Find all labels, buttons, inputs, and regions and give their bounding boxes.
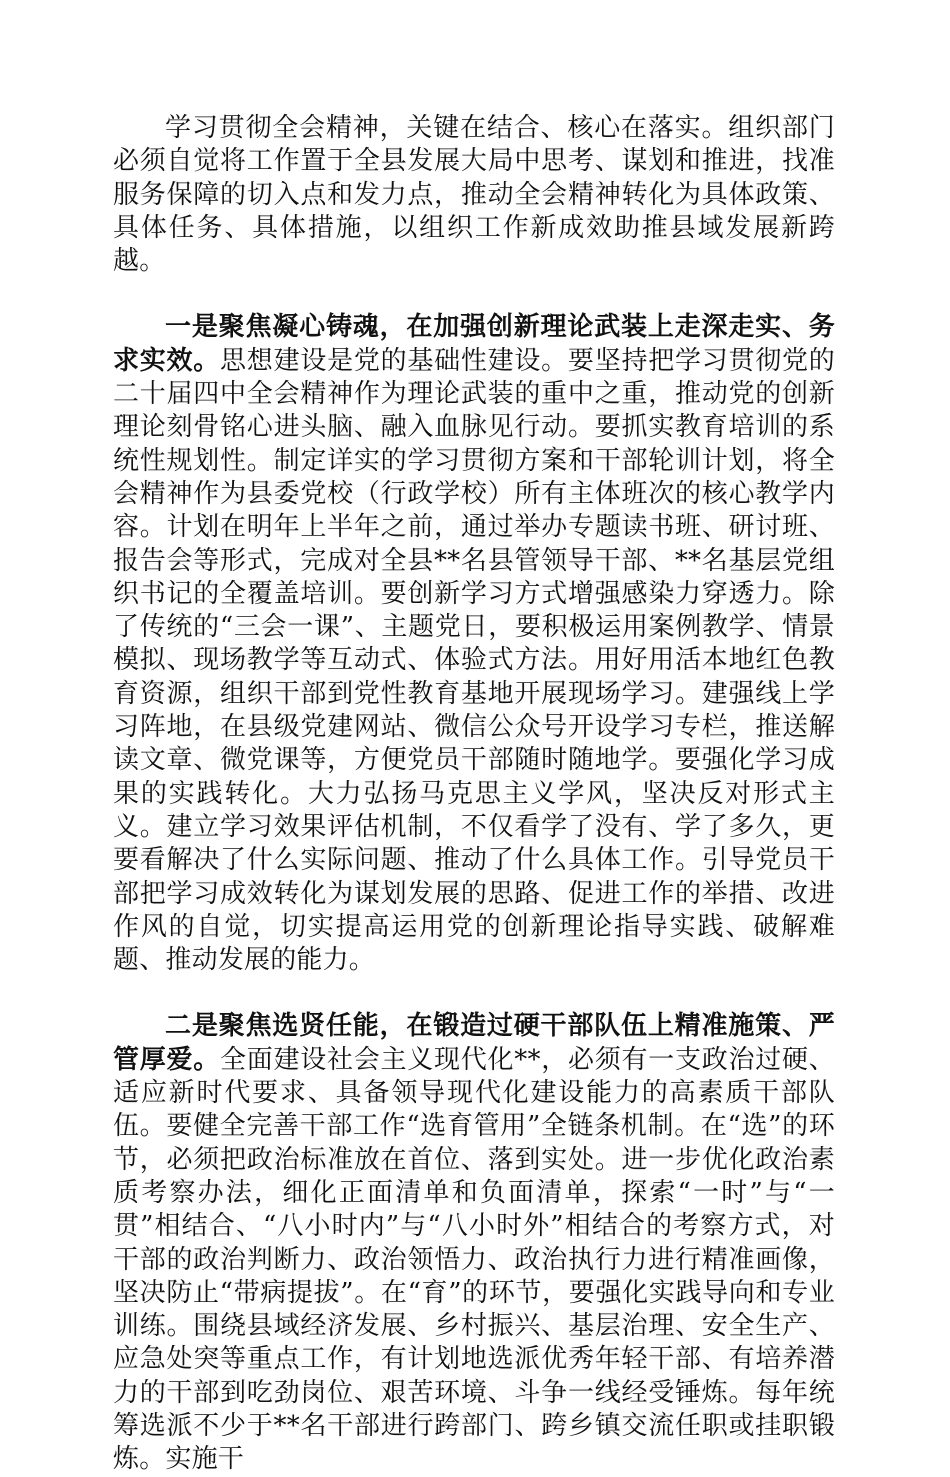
paragraph-text: 学习贯彻全会精神，关键在结合、核心在落实。组织部门必须自觉将工作置于全县发展大局中思考、谋划和推进，找准服务保障的切入点和发力点，推动全会精神转化为具体政策、具体任务、具体措施，以组织工作新成效助推县域发展新跨越。	[113, 113, 835, 277]
paragraph-heading: 一是聚焦凝心铸魂，在加强创新理论武装上走深走实、务求实效。	[113, 312, 835, 376]
document-body	[113, 112, 835, 1477]
paragraph-text: 全面建设社会主义现代化**，必须有一支政治过硬、适应新时代要求、具备领导现代化建设能力的高素质干部队伍。要健全完善干部工作“选育管用”全链条机制。在“选”的环节，必须把政治标准放在首位、落到实处。进一步优化政治素质考察办法，细化正面清单和负面清单，探索“一时”与“一贯”相结合、“八小时内”与“八小时外”相结合的考察方式，对干部的政治判断力、政治领悟力、政治执行力进行精准画像，坚决防止“带病提拔”。在“育”的环节，要强化实践导向和专业训练。围绕县域经济发展、乡村振兴、基层治理、安全生产、应急处突等重点工作，有计划地选派优秀年轻干部、有培养潜力的干部到吃劲岗位、艰苦环境、斗争一线经受锤炼。每年统筹选派不少于**名干部进行跨部门、跨乡镇交流任职或挂职锻炼。实施干	[113, 1044, 835, 1475]
paragraph-intro	[113, 112, 835, 278]
paragraph-text: 思想建设是党的基础性建设。要坚持把学习贯彻党的二十届四中全会精神作为理论武装的重中之重，推动党的创新理论刻骨铭心进头脑、融入血脉见行动。要抓实教育培训的系统性规划性。制定详实的学习贯彻方案和干部轮训计划，将全会精神作为县委党校（行政学校）所有主体班次的核心教学内容。计划在明年上半年之前，通过举办专题读书班、研讨班、报告会等形式，完成对全县**名县管领导干部、**名基层党组织书记的全覆盖培训。要创新学习方式增强感染力穿透力。除了传统的“三会一课”、主题党日，要积极运用案例教学、情景模拟、现场教学等互动式、体验式方法。用好用活本地红色教育资源，组织干部到党性教育基地开展现场学习。建强线上学习阵地，在县级党建网站、微信公众号开设学习专栏，推送解读文章、微党课等，方便党员干部随时随地学。要强化学习成果的实践转化。大力弘扬马克思主义学风，坚决反对形式主义。建立学习效果评估机制，不仅看学了没有、学了多久，更要看解决了什么实际问题、推动了什么具体工作。引导党员干部把学习成效转化为谋划发展的思路、促进工作的举措、改进作风的自觉，切实提高运用党的创新理论指导实践、破解难题、推动发展的能力。	[113, 345, 835, 976]
paragraph-heading: 二是聚焦选贤任能，在锻造过硬干部队伍上精准施策、严管厚爱。	[113, 1011, 835, 1075]
paragraph-point-two	[113, 1010, 835, 1476]
paragraph-point-one	[113, 311, 835, 977]
